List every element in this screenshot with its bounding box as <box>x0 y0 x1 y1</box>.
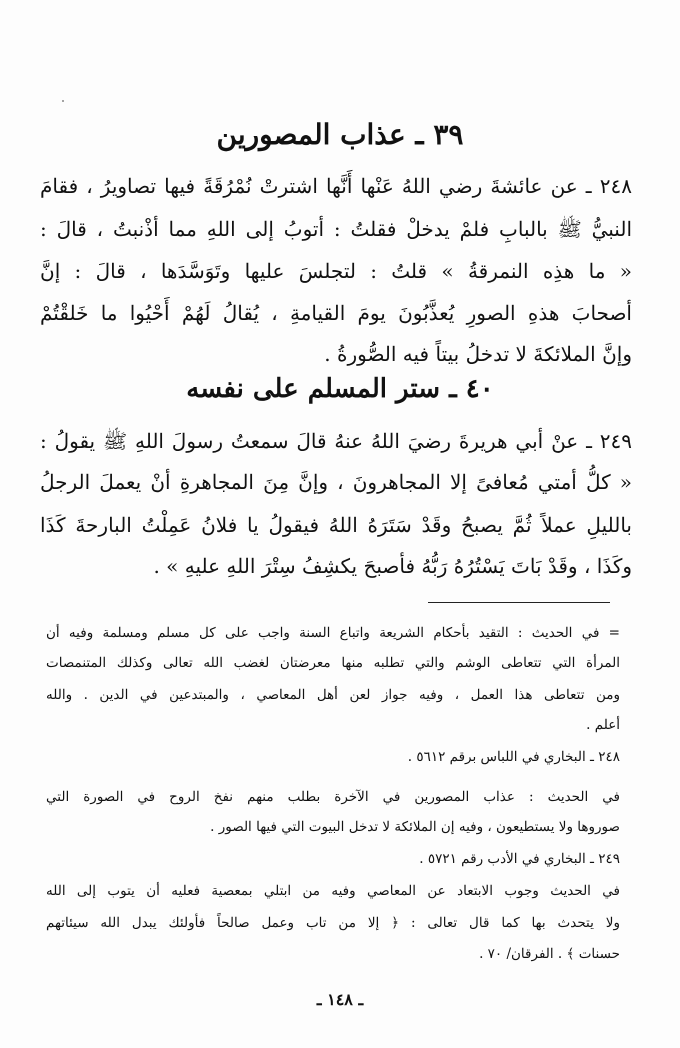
hadith-248-line-4: أصحابَ هذهِ الصورِ يُعذَّبُونَ يومَ القيامةِ ، يُقالُ لَهُمْ أَحْيُوا ما خَلقْتُمْ <box>40 301 632 325</box>
hadith-248-line-2: النبيُّ ﷺ بالبابِ فلمْ يدخلْ فقلتُ : أتوبُ إلى اللهِ مما أذْنبتُ ، قالَ : <box>40 217 632 241</box>
footnote-line-7: صوروها ولا يستطيعون ، وفيه إن الملائكة لا تدخل البيوت التي فيها الصور . <box>210 819 620 835</box>
hadith-248-line-1: ٢٤٨ ـ عن عائشةَ رضي اللهُ عَنْها أَنَّها اشترتْ نُمْرُقَةً فيها تصاويرُ ، فقامَ <box>40 174 632 198</box>
footnote-line-4: أعلم . <box>586 717 620 733</box>
hadith-249-line-1: ٢٤٩ ـ عنْ أبي هريرةَ رضيَ اللهُ عنهُ قالَ سمعتُ رسولَ اللهِ ﷺ يقولُ : <box>40 429 632 453</box>
page-number: ـ ١٤٨ ـ <box>316 990 364 1009</box>
print-speck <box>62 100 64 102</box>
hadith-248-line-5: وإنَّ الملائكةَ لا تدخلُ بيتاً فيه الصُّورةُ . <box>324 342 632 366</box>
footnote-ref-248: ٢٤٨ ـ البخاري في اللباس برقم ٥٦١٢ . <box>407 749 620 765</box>
hadith-248-line-3: « ما هذِه النمرقةُ » قلتُ : لتجلسَ عليها وتَوَسَّدَها ، قالَ : إنَّ <box>40 259 632 283</box>
chapter-39-title: ٣٩ ـ عذاب المصورين <box>216 118 464 151</box>
footnote-line-11: حسنات ﴾ . الفرقان/ ٧٠ . <box>479 946 620 962</box>
footnote-line-10: ولا يتحدث بها كما قال تعالى : ﴿ إلا من تاب وعمل صالحاً فأولئك يبدل الله سيئاتهم <box>46 915 620 931</box>
footnote-line-1: = في الحديث : التقيد بأحكام الشريعة واتباع السنة واجب على كل مسلم ومسلمة وفيه أن <box>46 625 620 641</box>
footnote-line-6: في الحديث : عذاب المصورين في الآخرة بطلب منهم نفخ الروح في الصورة التي <box>46 789 620 805</box>
footnote-line-2: المرأة التي تتعاطى الوشم والتي تطلبه منها معرضتان لغضب الله تعالى وكذلك المتنمصات <box>46 655 620 671</box>
hadith-249-line-3: بالليلِ عملاً ثُمَّ يصبحُ وقَدْ سَتَرَهُ اللهُ فيقولُ يا فلانُ عَمِلْتُ البارحةَ كَذَا <box>40 513 632 537</box>
footnote-ref-249: ٢٤٩ ـ البخاري في الأدب رقم ٥٧٢١ . <box>419 851 620 867</box>
hadith-249-line-2: « كلُّ أمتي مُعافىً إلا المجاهرونَ ، وإنَّ مِنَ المجاهرةِ أنْ يعملَ الرجلُ <box>40 470 632 494</box>
footnote-separator <box>428 602 610 603</box>
chapter-40-title: ٤٠ ـ ستر المسلم على نفسه <box>186 374 494 404</box>
hadith-249-line-4: وكَذَا ، وقَدْ بَاتَ يَسْتُرُهُ رَبُّهُ فأصبحَ يكشِفُ سِتْرَ اللهِ عليهِ » . <box>153 554 632 578</box>
footnote-line-3: ومن تتعاطى هذا العمل ، وفيه جواز لعن أهل المعاصي ، والمبتدعين في الدين . والله <box>46 687 620 703</box>
footnote-line-9: في الحديث وجوب الابتعاد عن المعاصي وفيه من ابتلي بمعصية فعليه أن يتوب إلى الله <box>46 883 620 899</box>
